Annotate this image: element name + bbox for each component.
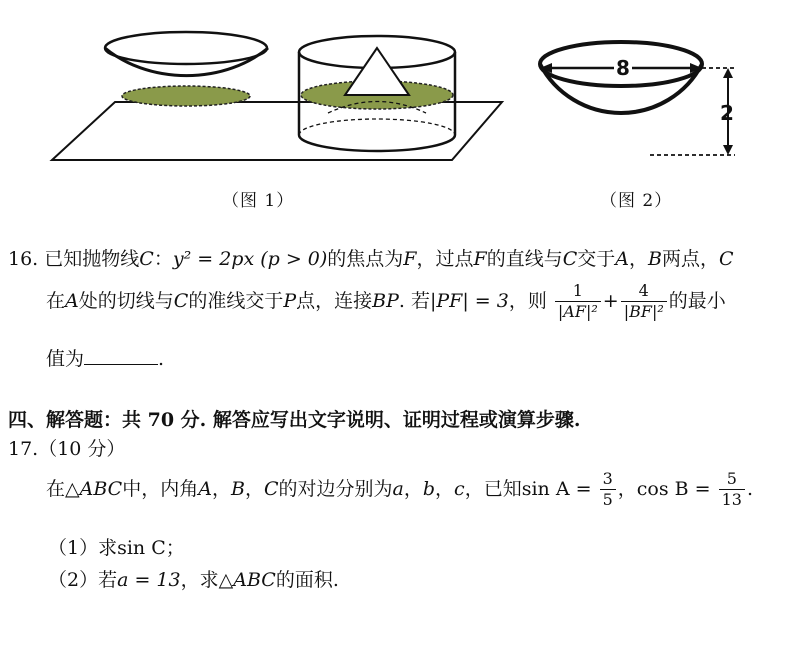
q17-text: 的对边分别为 [278, 477, 393, 500]
fraction-numerator: 1 [555, 282, 601, 302]
q16-text: ，则 [508, 289, 547, 312]
q16-line-3 [46, 344, 164, 371]
q17-text: ， [211, 477, 231, 500]
fraction-numerator: 3 [600, 470, 616, 490]
var-B: B [230, 477, 245, 500]
q16-text: 在 [46, 289, 66, 312]
var-B: B [648, 248, 662, 270]
fraction-denominator: 13 [721, 490, 742, 510]
q17-text: （2）若 [48, 569, 118, 591]
q16-line-1 [8, 244, 734, 271]
q16-text: 交于 [577, 248, 616, 270]
diameter-label: 8 [616, 56, 630, 80]
answer-blank[interactable] [84, 346, 158, 365]
a-equals-13: a = 13 [117, 569, 181, 591]
var-P: P [283, 289, 297, 312]
sin-a: sin A = [521, 477, 592, 500]
var-c: c [454, 477, 465, 500]
var-a: a [392, 477, 404, 500]
q17-text: ，已知 [464, 477, 522, 500]
var-C: C [173, 289, 189, 312]
height-label: 2 [720, 101, 734, 125]
q17-text: ， [244, 477, 264, 500]
q17-text: . [746, 477, 754, 500]
q17-text: 的面积. [275, 569, 339, 591]
q17-part-1 [48, 533, 185, 560]
sin-c: sin C [117, 537, 166, 559]
q17-text: ； [165, 537, 185, 559]
var-A: A [65, 289, 79, 312]
fraction-numerator: 5 [719, 470, 745, 490]
q16-text: 的直线与 [486, 248, 563, 270]
var-C: C [719, 248, 734, 270]
var-A: A [198, 477, 212, 500]
q16-number: 16. [8, 248, 39, 270]
var-F: F [403, 248, 417, 270]
q16-text: 的准线交于 [188, 289, 284, 312]
q16-text: . [158, 348, 165, 370]
q17-part-2 [48, 565, 339, 592]
q17-text: （1）求 [48, 537, 118, 559]
triangle-abc: ABC [79, 477, 123, 500]
q17-text: ， [435, 477, 455, 500]
fraction-4-over-bf [621, 282, 667, 322]
q16-text: ： [153, 248, 173, 270]
triangle-abc: ABC [233, 569, 276, 591]
q16-text: ，过点 [416, 248, 474, 270]
q16-text: 的最小 [668, 289, 726, 312]
q17-text: ， [403, 477, 423, 500]
condition-pf: |PF| = 3 [429, 289, 509, 312]
var-F: F [473, 248, 487, 270]
q17-text: ，求△ [180, 569, 234, 591]
fraction-1-over-af [555, 282, 601, 322]
q16-text: . 若 [398, 289, 430, 312]
q16-text: 两点， [661, 248, 719, 270]
fraction-3-over-5 [600, 470, 616, 510]
q17-text: ， [617, 477, 637, 500]
q17-text: 在△ [46, 477, 80, 500]
q17-header: 17.（10 分） [8, 438, 126, 460]
var-A: A [615, 248, 629, 270]
figure-1-caption: （图 1） [222, 191, 295, 211]
q16-text: 的焦点为 [327, 248, 404, 270]
q17-line-1 [46, 470, 753, 510]
fraction-5-over-13 [719, 470, 745, 510]
plus-sign: + [602, 289, 619, 312]
cos-b: cos B = [636, 477, 711, 500]
q16-text: ， [629, 248, 649, 270]
figure-2-caption: （图 2） [600, 191, 673, 211]
q16-text: 点，连接 [296, 289, 373, 312]
var-C: C [139, 248, 154, 270]
fraction-denominator: |AF|² [557, 302, 598, 322]
figure-2-diagram [530, 20, 760, 170]
parabola-equation: y² = 2px (p > 0) [172, 248, 328, 270]
q16-text: 值为 [46, 348, 85, 370]
q16-text: 处的切线与 [78, 289, 174, 312]
section-4-heading: 四、解答题：共 70 分. 解答应写出文字说明、证明过程或演算步骤. [8, 409, 581, 431]
var-b: b [422, 477, 436, 500]
q16-line-2 [46, 282, 726, 322]
fraction-denominator: 5 [602, 490, 613, 510]
q17-text: 中，内角 [122, 477, 199, 500]
q16-text: 已知抛物线 [44, 248, 140, 270]
fraction-numerator: 4 [621, 282, 667, 302]
figure-1-diagram [40, 20, 520, 170]
var-C: C [562, 248, 578, 270]
var-C: C [263, 477, 279, 500]
var-BP: BP [372, 289, 399, 312]
fraction-denominator: |BF|² [623, 302, 664, 322]
